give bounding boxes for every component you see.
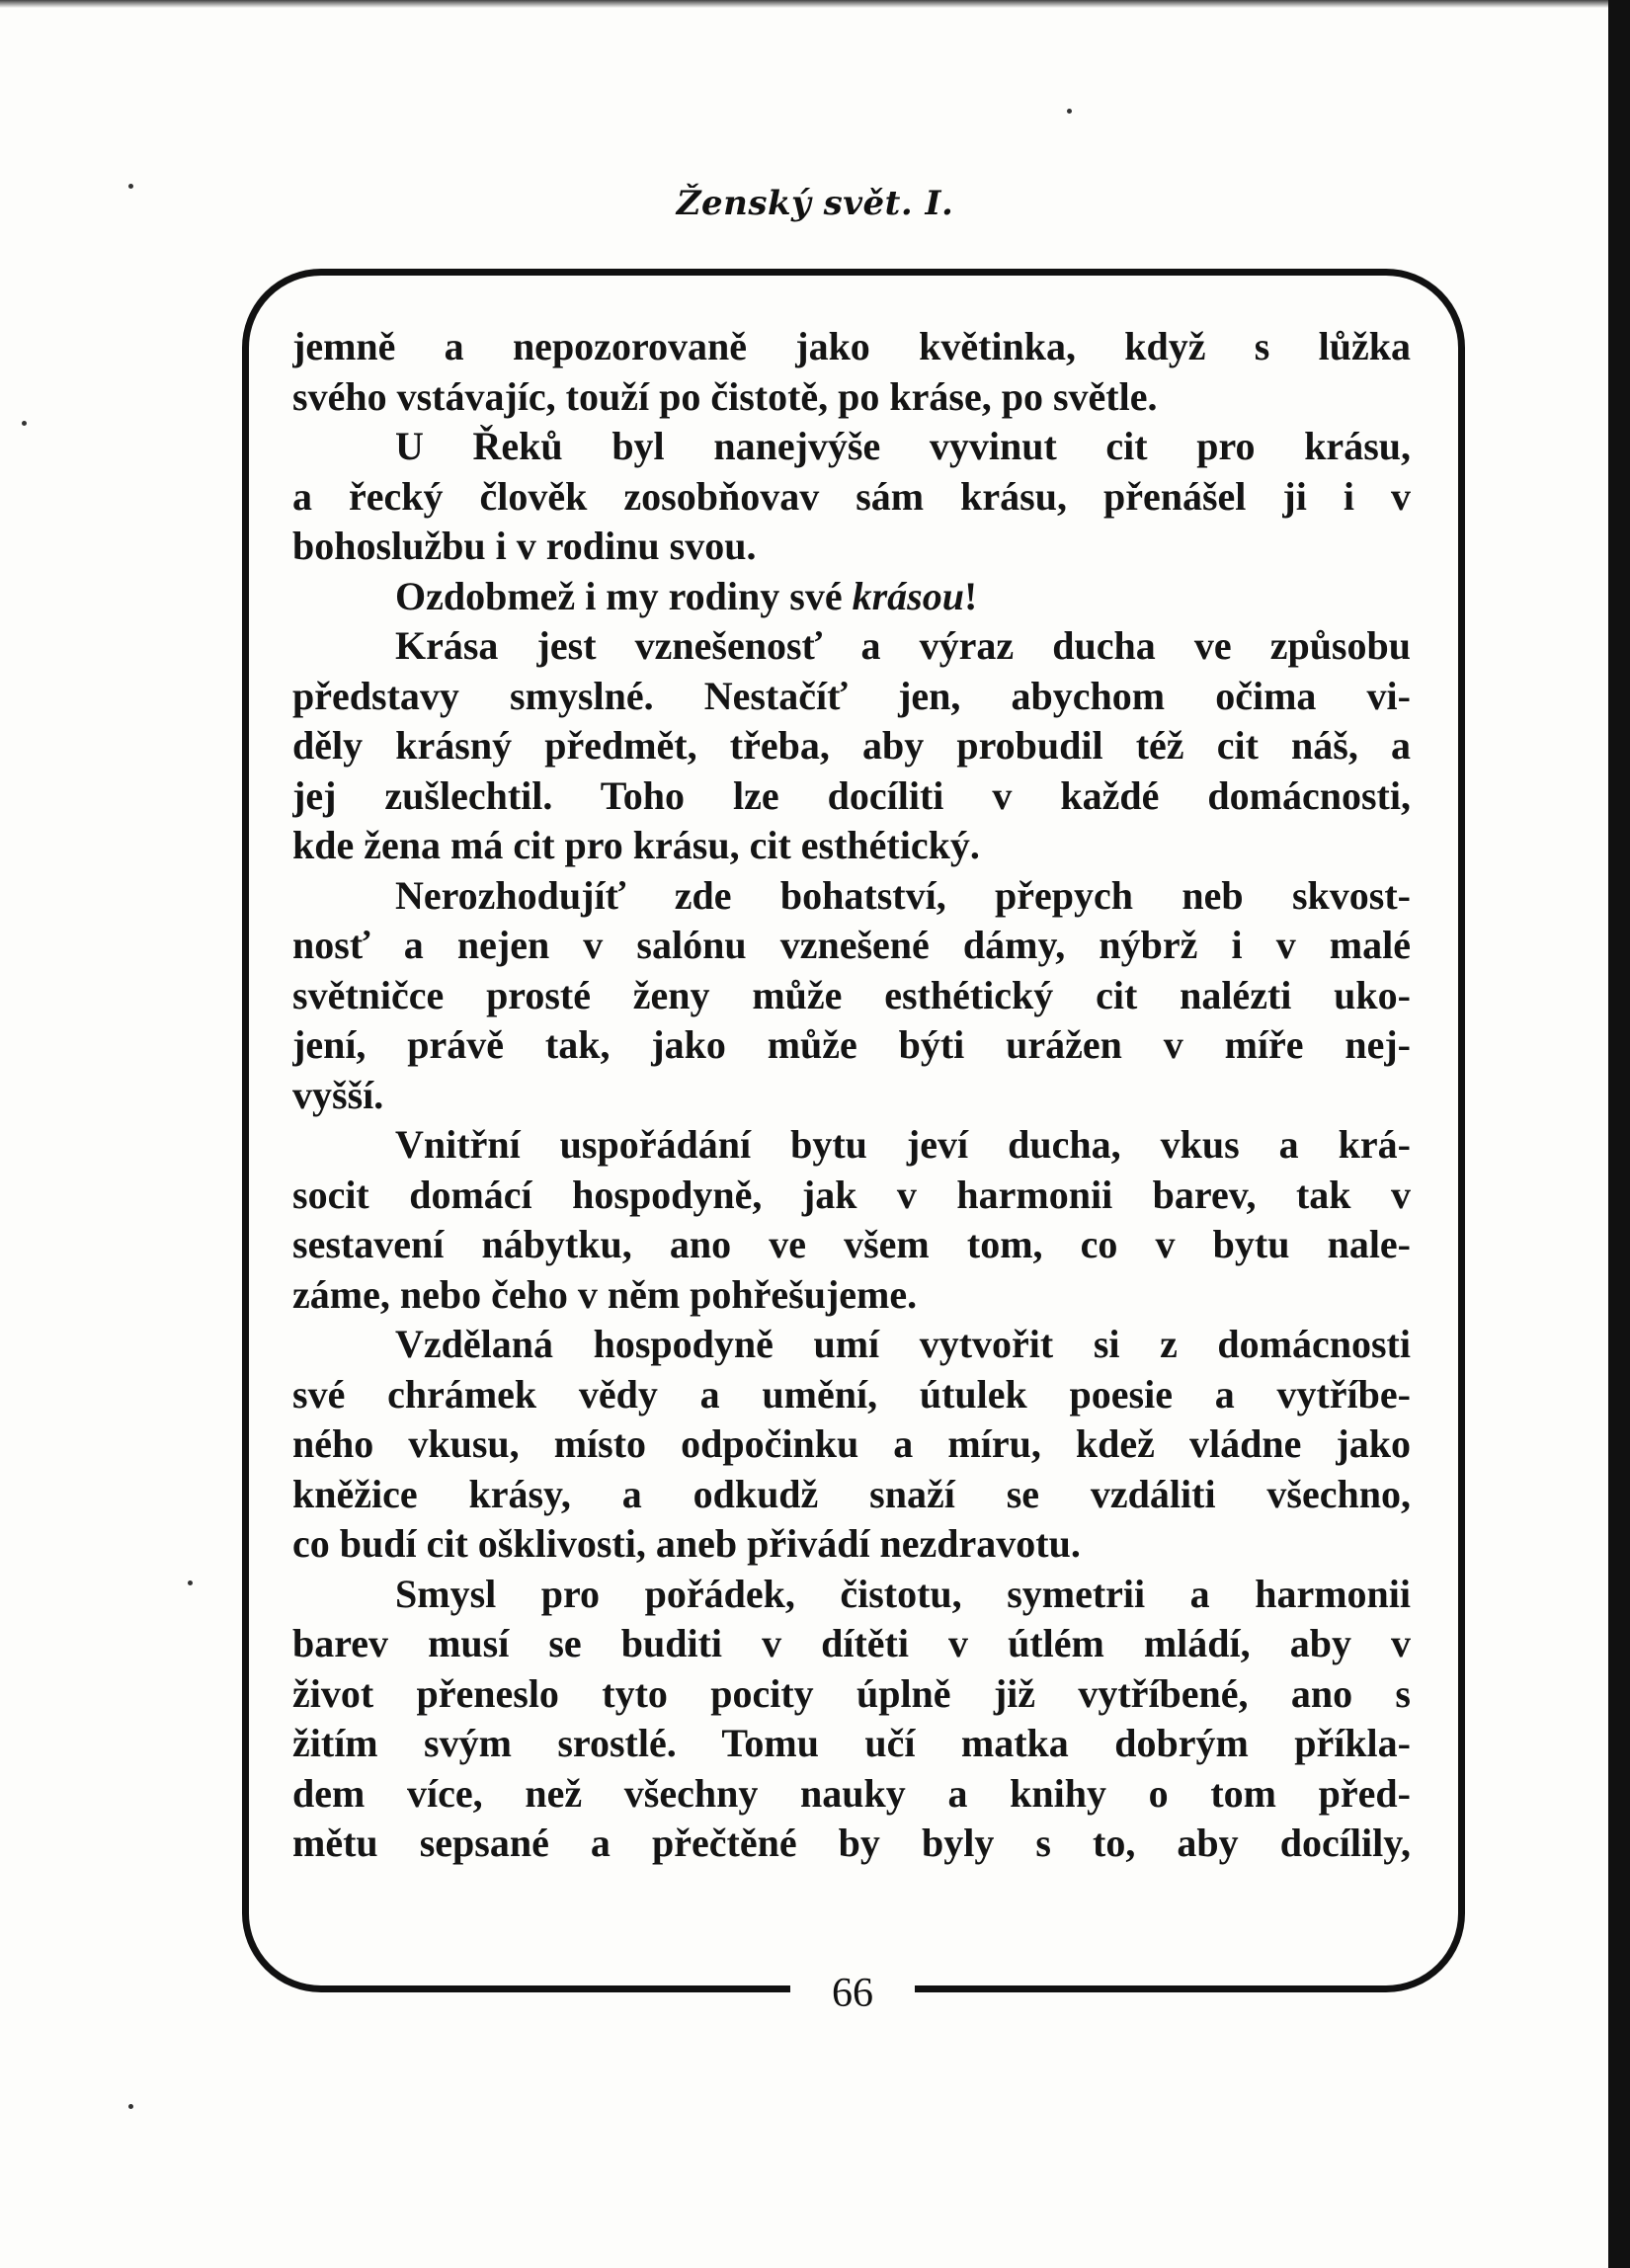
text-line: bohoslužbu i v rodinu svou.: [292, 524, 757, 568]
text-line: Krása jest vznešenosť a výraz ducha ve způsobu: [395, 623, 1411, 668]
text-line: ného vkusu, místo odpočinku a míru, kdež vládne jako: [292, 1421, 1411, 1466]
text-line: vyšší.: [292, 1072, 384, 1117]
text-line: U Řeků byl nanejvýše vyvinut cit pro krásu,: [395, 424, 1411, 468]
text-line: kněžice krásy, a odkudž snaží se vzdáliti všechno,: [292, 1471, 1411, 1516]
text-line: jení, právě tak, jako může býti urážen v míře nej-: [292, 1022, 1411, 1067]
page-number: 66: [832, 1971, 873, 2016]
text-line: Vnitřní uspořádání bytu jeví ducha, vkus a krá-: [395, 1122, 1411, 1167]
scan-speck: [1067, 109, 1072, 114]
text-line: Smysl pro pořádek, čistotu, symetrii a harmonii: [395, 1571, 1411, 1616]
text-line: světničce prosté ženy může esthétický cit nalézti uko-: [292, 972, 1411, 1017]
text-line: Nerozhodujíť zde bohatství, přepych neb skvost-: [395, 872, 1411, 918]
text-run: !: [963, 573, 978, 618]
body-text: [292, 322, 1411, 1869]
text-line: kde žena má cit pro krásu, cit esthétický.: [292, 823, 980, 867]
text-line: děly krásný předmět, třeba, aby probudil též cit náš, a: [292, 723, 1411, 768]
text-line: sestavení nábytku, ano ve všem tom, co v bytu nale-: [292, 1222, 1411, 1266]
text-line: barev musí se buditi v dítěti v útlém mládí, aby v: [292, 1621, 1411, 1665]
scan-speck: [22, 421, 27, 426]
scan-speck: [188, 1580, 193, 1585]
text-run: Ozdobmež i my rodiny své: [395, 573, 853, 618]
text-line: život přeneslo tyto pocity úplně již vytříbené, ano s: [292, 1670, 1411, 1716]
text-line: představy smyslné. Nestačíť jen, abychom očima vi-: [292, 673, 1411, 718]
text-line: dem více, než všechny nauky a knihy o tom před-: [292, 1770, 1411, 1816]
running-head: Ženský svět. I.: [676, 184, 954, 223]
text-line: Vzdělaná hospodyně umí vytvořit si z domácnosti: [395, 1322, 1411, 1366]
text-line: mětu sepsané a přečtěné by byly s to, aby docílily,: [292, 1821, 1411, 1865]
text-line: socit domácí hospodyně, jak v harmonii barev, tak v: [292, 1172, 1411, 1217]
text-line: co budí cit ošklivosti, aneb přivádí nezdravotu.: [292, 1521, 1081, 1566]
text-line: svého vstávajíc, touží po čistotě, po kráse, po světle.: [292, 373, 1158, 419]
text-line: jemně a nepozorovaně jako květinka, když s lůžka: [292, 324, 1411, 368]
scan-right-edge: [1608, 0, 1630, 2268]
text-line: své chrámek vědy a umění, útulek poesie a vytříbe-: [292, 1371, 1411, 1417]
text-line: jej zušlechtil. Toho lze docíliti v každé domácnosti,: [292, 772, 1411, 818]
scan-speck: [128, 2104, 133, 2109]
text-line: nosť a nejen v salónu vznešené dámy, nýbrž i v malé: [292, 923, 1411, 967]
scan-speck: [128, 184, 133, 189]
emphasis-word: krásou: [852, 573, 964, 618]
text-line: a řecký člověk zosobňovav sám krásu, přenášel ji i v: [292, 473, 1411, 519]
text-line: záme, nebo čeho v něm pohřešujeme.: [292, 1271, 918, 1317]
scan-top-edge: [0, 0, 1630, 8]
text-line: žitím svým srostlé. Tomu učí matka dobrým příkla-: [292, 1721, 1411, 1765]
text-line: [292, 572, 1411, 622]
